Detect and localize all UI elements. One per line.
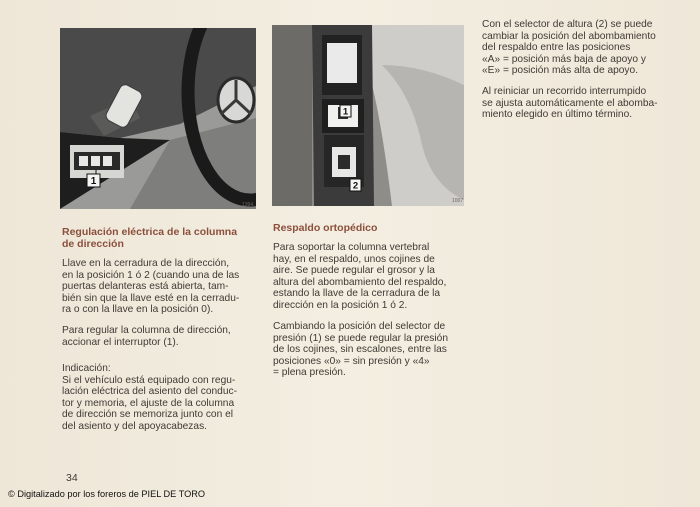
text-line: Indicación: [62,363,111,374]
text-line: en la posición 1 ó 2 (cuando una de las [62,269,240,281]
text-line: = plena presión. [273,367,346,379]
backrest-paragraph-2 [273,321,448,379]
text-line: estando la llave de la cerradura de la [273,288,441,300]
steering-column-heading [62,226,237,250]
fig2-callout-1: 1 [342,106,349,118]
text-line: accionar el interruptor (1). [62,336,179,348]
text-line: aire. Se puede regular el grosor y la [273,265,435,277]
text-line: posiciones «0» = sin presión y «4» [273,355,430,367]
fig1-callout-1: 1 [90,176,97,187]
text-line: «E» = posición más alta de apoyo. [482,65,639,77]
text-line: Si el vehículo está equipado con regu- [62,374,236,386]
text-line: Para regular la columna de dirección, [62,325,231,336]
steering-column-photo [60,28,256,209]
text-line: dirección en la posición 1 ó 2. [273,299,408,311]
text-line: miento elegido en último término. [482,109,633,121]
text-line: puertas delanteras está abierta, tam- [62,281,229,293]
text-line: presión (1) se puede regular la presión [273,332,448,344]
text-line: se ajusta automáticamente el abomba- [482,97,658,109]
text-line: Con el selector de altura (2) se puede [482,19,653,30]
fig1-code: 1394 [242,202,254,208]
steering-paragraph-1 [62,258,239,316]
steering-note [62,363,237,433]
text-line: bién sin que la llave esté en la cerradu- [62,292,240,304]
text-line: Llave en la cerradura de la dirección, [62,258,230,269]
text-line: lación eléctrica del asiento del conduc- [62,386,237,398]
text-line: de dirección se memoriza junto con el [62,409,234,421]
text-line: del asiento y del apoyacabezas. [62,420,207,432]
heading-line: Regulación eléctrica de la columna [62,226,238,238]
text-line: ra o con la llave en la posición 0). [62,304,214,316]
restart-paragraph [482,86,658,121]
text-line: altura del abombamiento del respaldo, [273,276,447,288]
text-line: «A» = posición más baja de apoyo y [482,53,646,65]
text-line: Para soportar la columna vertebral [273,242,430,253]
steering-column-illustration [60,28,256,209]
backrest-heading: Respaldo ortopédico [273,222,378,234]
backrest-controls-photo [272,25,464,206]
text-line: de los cojines, sin escalones, entre las [273,344,447,356]
fig2-code: 1007 [452,198,464,204]
backrest-controls-illustration [272,25,464,206]
heading-line: de dirección [62,238,124,250]
text-line: Cambiando la posición del selector de [273,321,446,332]
digitization-credit: © Digitalizado por los foreros de PIEL DE TORO [8,489,206,499]
text-line: del respaldo entre las posiciones [482,42,631,54]
height-selector-paragraph [482,19,656,77]
text-line: hay, en el respaldo, unos cojines de [273,253,435,265]
text-line: Al reiniciar un recorrido interrumpido [482,86,647,97]
backrest-paragraph-1 [273,242,446,312]
page-number: 34 [66,472,78,484]
text-line: tor y memoria, el ajuste de la columna [62,397,235,409]
steering-paragraph-2 [62,325,231,348]
text-line: cambiar la posición del abombamiento [482,30,656,42]
fig2-callout-2: 2 [352,180,359,192]
